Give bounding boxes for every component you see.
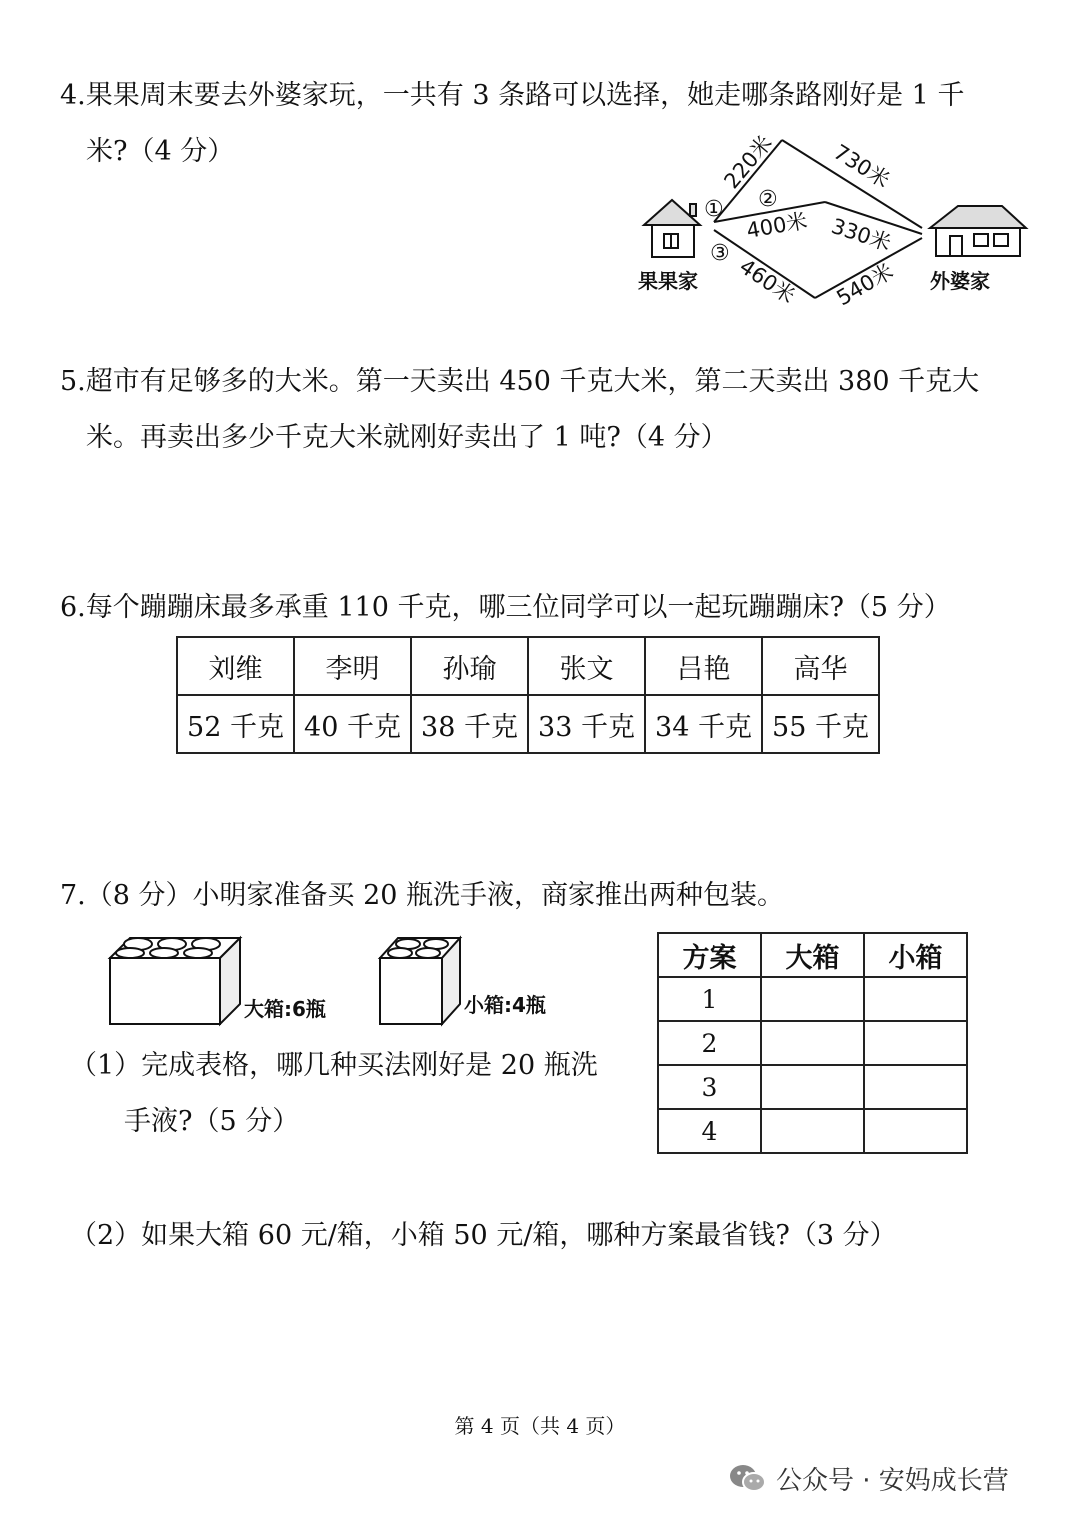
boxes-illustration bbox=[100, 928, 580, 1038]
name-cell: 孙瑜 bbox=[411, 637, 528, 695]
answer-cell-small[interactable] bbox=[864, 1021, 967, 1065]
q5-line2: 米。再卖出多少千克大米就刚好卖出了 1 吨?（4 分） bbox=[86, 422, 728, 453]
name-cell: 高华 bbox=[762, 637, 879, 695]
route-diagram bbox=[630, 130, 1050, 320]
header-small-box: 小箱 bbox=[864, 933, 967, 977]
name-cell: 刘维 bbox=[177, 637, 294, 695]
table-row bbox=[658, 1021, 967, 1065]
weight-cell: 52 千克 bbox=[177, 695, 294, 753]
seg-label-220: 220米 bbox=[719, 130, 778, 194]
q7-sub1-line2: 手液?（5 分） bbox=[124, 1106, 300, 1137]
weight-cell: 34 千克 bbox=[645, 695, 762, 753]
answer-cell-small[interactable] bbox=[864, 1109, 967, 1153]
small-box-label: 小箱:4瓶 bbox=[464, 993, 546, 1017]
big-box-label: 大箱:6瓶 bbox=[244, 997, 326, 1021]
weight-cell: 55 千克 bbox=[762, 695, 879, 753]
seg-label-330: 330米 bbox=[828, 213, 894, 256]
plan-number: 1 bbox=[658, 977, 761, 1021]
route1-marker: ① bbox=[704, 197, 724, 222]
grandma-house-icon bbox=[930, 206, 1026, 256]
seg-label-400: 400米 bbox=[744, 208, 810, 243]
plans-header-row bbox=[658, 933, 967, 977]
names-row bbox=[177, 637, 879, 695]
route2-marker: ② bbox=[758, 187, 778, 212]
q7-sub2: （2）如果大箱 60 元/箱，小箱 50 元/箱，哪种方案最省钱?（3 分） bbox=[70, 1220, 897, 1251]
weights-table bbox=[176, 636, 880, 754]
plan-number: 2 bbox=[658, 1021, 761, 1065]
table-row bbox=[658, 977, 967, 1021]
page-footer: 第 4 页（共 4 页） bbox=[454, 1414, 626, 1438]
start-label: 果果家 bbox=[638, 269, 698, 293]
table-row bbox=[658, 1109, 967, 1153]
answer-cell-big[interactable] bbox=[761, 1021, 864, 1065]
q5-line1: 5.超市有足够多的大米。第一天卖出 450 千克大米，第二天卖出 380 千克大 bbox=[60, 366, 980, 397]
name-cell: 张文 bbox=[528, 637, 645, 695]
weight-cell: 40 千克 bbox=[294, 695, 411, 753]
name-cell: 李明 bbox=[294, 637, 411, 695]
end-label: 外婆家 bbox=[930, 269, 990, 293]
weight-cell: 38 千克 bbox=[411, 695, 528, 753]
q4-line2: 米?（4 分） bbox=[86, 136, 235, 167]
watermark bbox=[728, 1460, 1009, 1497]
header-big-box: 大箱 bbox=[761, 933, 864, 977]
small-box-icon bbox=[380, 938, 460, 1024]
plan-number: 3 bbox=[658, 1065, 761, 1109]
wechat-icon bbox=[728, 1462, 768, 1496]
plan-number: 4 bbox=[658, 1109, 761, 1153]
seg-label-460: 460米 bbox=[735, 254, 800, 309]
answer-cell-small[interactable] bbox=[864, 977, 967, 1021]
table-row bbox=[658, 1065, 967, 1109]
q7-sub1-line1: （1）完成表格，哪几种买法刚好是 20 瓶洗 bbox=[70, 1050, 598, 1081]
answer-cell-big[interactable] bbox=[761, 977, 864, 1021]
answer-cell-small[interactable] bbox=[864, 1065, 967, 1109]
seg-label-730: 730米 bbox=[829, 139, 894, 193]
guoguo-house-icon bbox=[644, 200, 700, 257]
watermark-text: 公众号 · 安妈成长营 bbox=[776, 1466, 1009, 1496]
q7-line1: 7.（8 分）小明家准备买 20 瓶洗手液，商家推出两种包装。 bbox=[60, 880, 785, 911]
weight-cell: 33 千克 bbox=[528, 695, 645, 753]
weights-row bbox=[177, 695, 879, 753]
answer-cell-big[interactable] bbox=[761, 1109, 864, 1153]
header-plan: 方案 bbox=[658, 933, 761, 977]
answer-cell-big[interactable] bbox=[761, 1065, 864, 1109]
q6-line1: 6.每个蹦蹦床最多承重 110 千克，哪三位同学可以一起玩蹦蹦床?（5 分） bbox=[60, 592, 951, 623]
route3-marker: ③ bbox=[710, 241, 730, 266]
seg-label-540: 540米 bbox=[832, 258, 898, 311]
name-cell: 吕艳 bbox=[645, 637, 762, 695]
plans-table bbox=[657, 932, 968, 1154]
q4-line1: 4.果果周末要去外婆家玩，一共有 3 条路可以选择，她走哪条路刚好是 1 千 bbox=[60, 80, 965, 111]
big-box-icon bbox=[110, 938, 240, 1024]
